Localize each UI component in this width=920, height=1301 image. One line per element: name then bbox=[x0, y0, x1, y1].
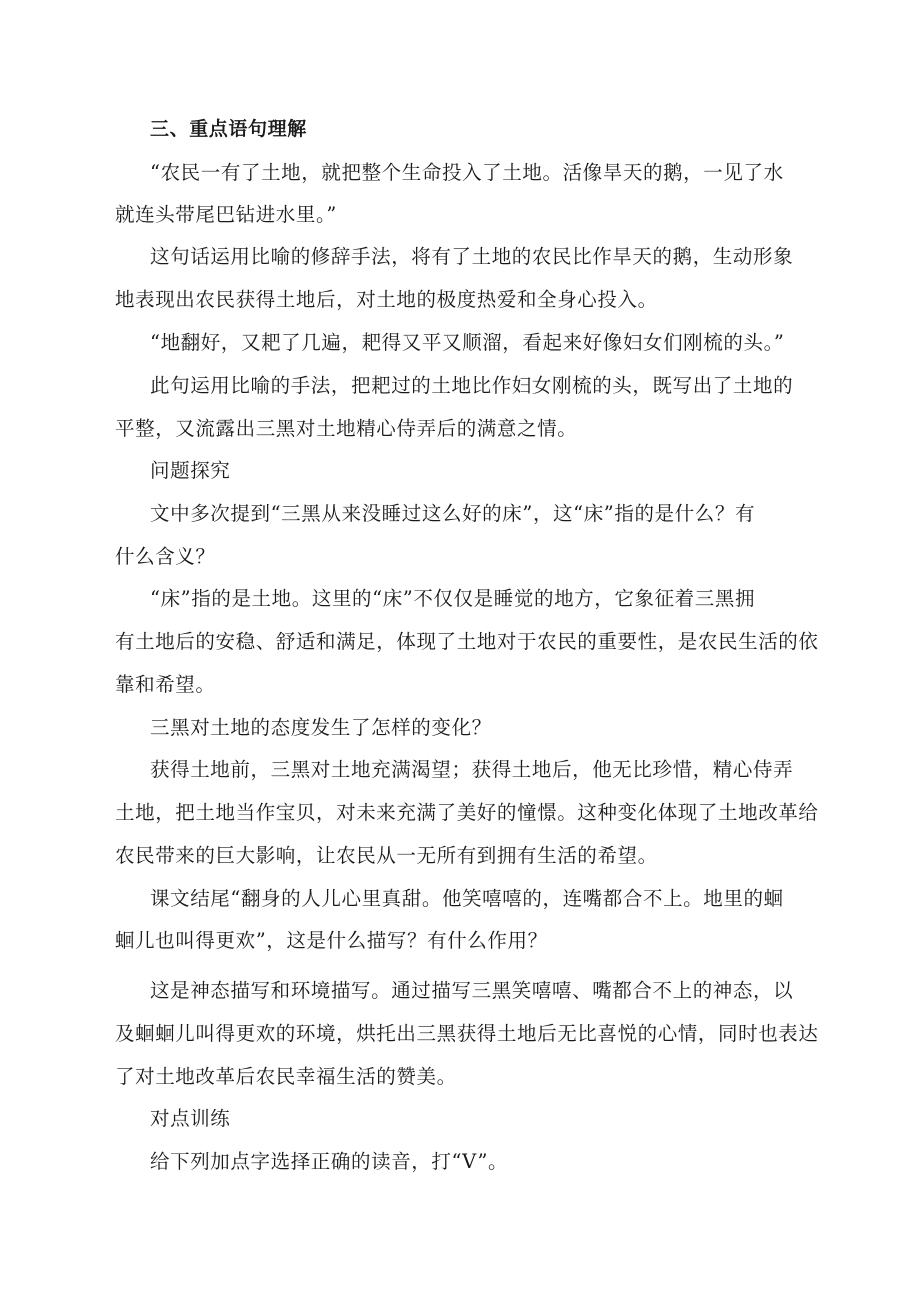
body-line: 地表现出农民获得土地后，对土地的极度热爱和全身心投入。 bbox=[115, 288, 658, 311]
answer-line: 土地，把土地当作宝贝，对未来充满了美好的憧憬。这种变化体现了土地改革给 bbox=[115, 801, 819, 824]
question-line: 文中多次提到“三黑从来没睡过这么好的床”，这“床”指的是什么？有 bbox=[150, 502, 756, 525]
quote-line: “地翻好，又耙了几遍，耙得又平又顺溜，看起来好像妇女们刚梳的头。” bbox=[150, 331, 785, 354]
body-line: 平整，又流露出三黑对土地精心侍弄后的满意之情。 bbox=[115, 417, 578, 440]
quote-line: 就连头带尾巴钻进水里。” bbox=[115, 203, 337, 226]
body-line: 这句话运用比喻的修辞手法，将有了土地的农民比作旱天的鹅，生动形象 bbox=[150, 245, 794, 268]
question-line: 三黑对土地的态度发生了怎样的变化？ bbox=[150, 716, 492, 739]
question-line: 什么含义？ bbox=[115, 545, 216, 568]
quote-line: “农民一有了土地，就把整个生命投入了土地。活像旱天的鹅，一见了水 bbox=[150, 161, 784, 184]
answer-line: 及蛔蛔儿叫得更欢的环境，烘托出三黑获得土地后无比喜悦的心情，同时也表达 bbox=[115, 1022, 819, 1045]
answer-line: 靠和希望。 bbox=[115, 673, 216, 696]
subheading: 问题探究 bbox=[150, 459, 231, 482]
question-line: 课文结尾“翻身的人儿心里真甜。他笑嘻嘻的，连嘴都合不上。地里的蛔 bbox=[150, 887, 784, 910]
answer-line: “床”指的是土地。这里的“床”不仅仅是睡觉的地方，它象征着三黑拥 bbox=[150, 587, 756, 610]
answer-line: 有土地后的安稳、舒适和满足，体现了土地对于农民的重要性，是农民生活的依 bbox=[115, 630, 819, 653]
answer-line: 这是神态描写和环境描写。通过描写三黑笑嘻嘻、嘴都合不上的神态，以 bbox=[150, 979, 794, 1002]
subheading: 对点训练 bbox=[150, 1107, 231, 1130]
answer-line: 获得土地前，三黑对土地充满渴望；获得土地后，他无比珍惜，精心侍弄 bbox=[150, 758, 794, 781]
answer-line: 了对土地改革后农民幸福生活的赞美。 bbox=[115, 1065, 457, 1088]
answer-line: 农民带来的巨大影响，让农民从一无所有到拥有生活的希望。 bbox=[115, 844, 658, 867]
body-line: 此句运用比喻的手法，把耙过的土地比作妇女刚梳的头，既写出了土地的 bbox=[150, 374, 794, 397]
question-line: 蛔儿也叫得更欢”，这是什么描写？有什么作用？ bbox=[115, 929, 548, 952]
section-heading: 三、重点语句理解 bbox=[150, 118, 307, 140]
exercise-prompt: 给下列加点字选择正确的读音，打“V”。 bbox=[150, 1150, 509, 1173]
